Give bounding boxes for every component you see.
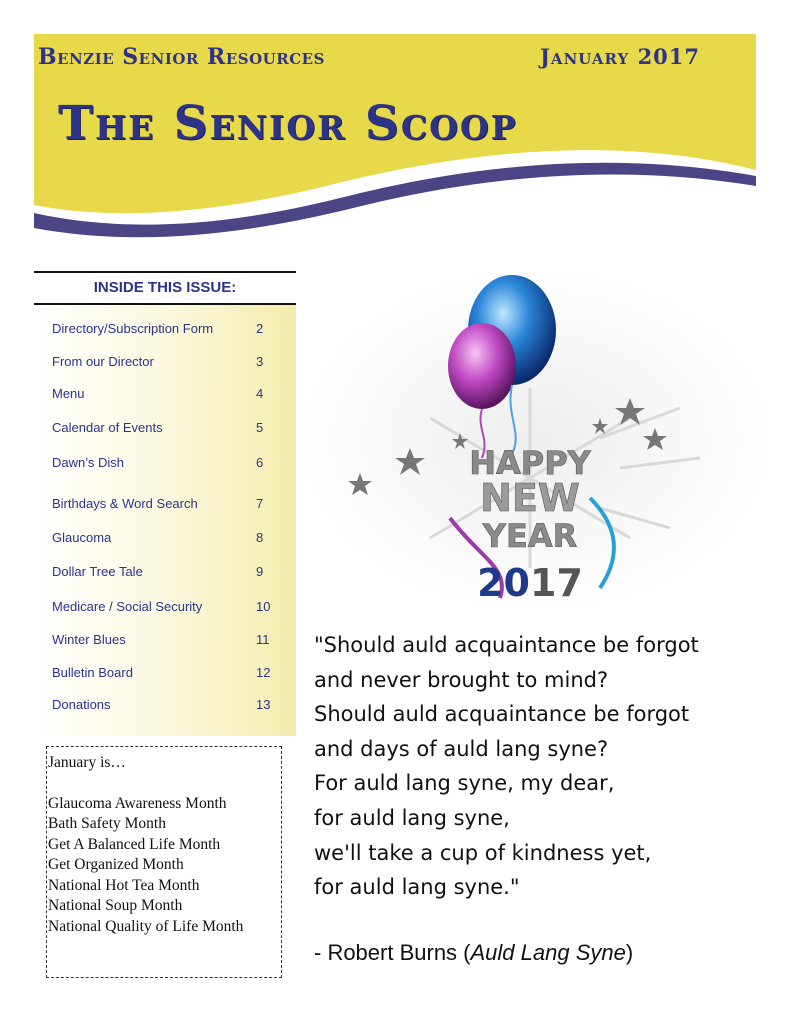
newsletter-title: The Senior Scoop [58,96,518,151]
toc-item[interactable] [34,560,296,584]
awareness-month-item: Glaucoma Awareness Month [48,794,227,812]
toc-item-title: Bulletin Board [52,665,133,680]
toc-item-title: Dawn’s Dish [52,455,125,470]
year-text: YEAR [482,517,578,555]
awareness-month-item: National Soup Month [48,897,183,914]
masthead-banner [0,0,791,260]
happy-text: HAPPY [469,444,591,482]
toc-item[interactable] [34,492,296,516]
toc-item-page: 3 [256,354,264,369]
toc-item-page: 11 [256,632,270,647]
toc-item-page: 12 [256,665,271,680]
toc-item-title: Winter Blues [52,632,126,647]
toc-item[interactable] [34,350,296,374]
toc-item[interactable] [34,317,296,341]
awareness-month-item: Bath Safety Month [48,815,166,832]
quote-line: for auld lang syne, [314,805,510,830]
toc-item[interactable] [34,451,296,475]
quote-line: and never brought to mind? [314,667,609,692]
toc-item-page: 2 [256,321,264,336]
toc-item[interactable] [34,382,296,406]
awareness-month-item: National Quality of Life Month [48,917,244,935]
year-number-first: 20 [477,561,530,605]
toc-item-title: Donations [52,697,111,712]
year-number-second: 17 [530,561,583,605]
toc-item-page: 9 [256,564,264,579]
happy-new-year-illustration [300,268,772,613]
toc-item-title: Medicare / Social Security [52,599,203,614]
toc-item-page: 6 [256,455,264,470]
toc-item-page: 13 [256,697,271,712]
year-number [477,561,583,605]
awareness-month-item: National Hot Tea Month [48,876,200,894]
attribution-work: Auld Lang Syne [470,940,626,965]
toc-item-title: Calendar of Events [52,420,163,435]
toc-item[interactable] [34,628,296,652]
issue-date: January 2017 [540,44,701,69]
toc-item[interactable] [34,661,296,685]
toc-item-page: 4 [256,386,264,401]
toc-item-title: Menu [52,386,85,401]
toc-item-title: Birthdays & Word Search [52,496,198,511]
new-text: NEW [480,476,580,520]
toc-item-title: Dollar Tree Tale [52,564,143,579]
quote-line: "Should auld acquaintance be forgot [314,633,699,657]
quote-line: Should auld acquaintance be forgot [314,702,690,727]
toc-item[interactable] [34,526,296,550]
awareness-month-item: Get Organized Month [48,856,184,873]
auld-lang-syne-quote [314,628,784,905]
awareness-intro: January is… [48,754,126,771]
quote-line: For auld lang syne, my dear, [314,771,615,796]
quote-line: for auld lang syne." [314,875,520,900]
quote-attribution [314,940,633,966]
table-of-contents [34,271,296,736]
organization-name: Benzie Senior Resources [38,44,325,70]
toc-item-title: Glaucoma [52,530,112,545]
purple-balloon [448,323,516,409]
awareness-months-box [46,746,282,978]
attribution-close: ) [625,940,634,965]
quote-line: and days of auld lang syne? [314,736,609,761]
toc-item[interactable] [34,416,296,440]
toc-item[interactable] [34,693,296,717]
toc-item-page: 8 [256,530,264,545]
toc-item-title: From our Director [52,354,154,369]
toc-item-title: Directory/Subscription Form [52,321,214,336]
toc-heading: INSIDE THIS ISSUE: [34,271,296,305]
quote-line: we'll take a cup of kindness yet, [314,840,652,865]
toc-item-page: 7 [256,496,264,511]
attribution-author: - Robert Burns ( [314,940,471,965]
toc-item-page: 10 [256,599,271,614]
toc-item-page: 5 [256,420,264,435]
toc-item[interactable] [34,595,296,619]
awareness-month-item: Get A Balanced Life Month [48,835,221,853]
awareness-months-list [48,794,281,938]
